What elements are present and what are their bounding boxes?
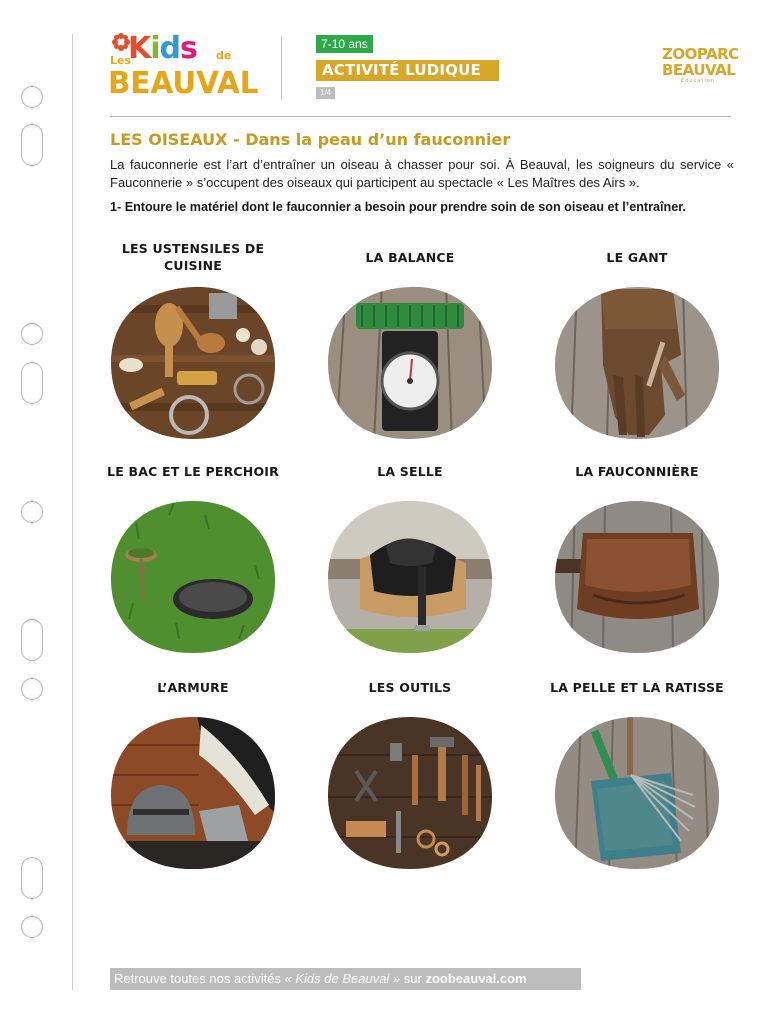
scale-photo [326,285,494,441]
item-label: LA FAUCONNIÈRE [575,464,699,479]
binder-slot [21,362,43,404]
page-title: LES OISEAUX - Dans la peau d’un fauconnier [110,130,511,149]
logo-kids: Kids [128,31,197,66]
question-1: 1- Entoure le matériel dont le fauconnier a besoin pour prendre soin de son oiseau et l’entraîner. [110,200,686,214]
footer-prefix: Retrouve toutes nos activités [114,971,285,986]
logo-beauval: BEAUVAL [108,66,259,101]
binder-hole [21,86,43,108]
zoo-logo-line1: ZOOPARC [662,45,739,63]
binder-slot [21,857,43,899]
footer-site-link[interactable]: zoobeauval.com [425,971,527,986]
intro-paragraph: La fauconnerie est l’art d’entraîner un oiseau à chasser pour soi. À Beauval, les soigneurs du service « Fauconnerie » s’occupent des oiseaux qui participent au spectacle « Les Maîtres des Airs ». [110,157,734,190]
kitchen-utensils-photo [109,285,277,441]
footer-brand: « Kids de Beauval » [284,971,401,986]
page-indicator: 1/4 [316,87,335,99]
item-label: LES OUTILS [368,680,452,695]
armor-photo [109,715,277,871]
header-rule [110,116,731,117]
binder-hole [21,323,43,345]
age-badge: 7-10 ans [316,35,373,53]
binder-slot [21,619,43,661]
saddle-photo [326,499,494,655]
item-label: LA PELLE ET LA RATISSE [550,680,724,695]
item-label: LA SELLE [377,464,443,479]
item-label: L’ARMURE [157,680,229,695]
zoo-logo-line3: Éducation [681,78,715,84]
falconry-bag-photo [553,499,721,655]
binder-hole [21,678,43,700]
activity-badge: ACTIVITÉ LUDIQUE [316,60,499,81]
item-label: LA BALANCE [365,250,455,265]
logo-les: Les [110,54,132,67]
footer-middle: sur [400,971,426,986]
binder-slot [21,124,43,166]
item-label: LE BAC ET LE PERCHOIR [107,464,279,479]
binder-margin-line [72,34,73,990]
binder-hole [21,501,43,523]
bath-and-perch-photo [109,499,277,655]
zooparc-beauval-logo [662,45,739,85]
binder-hole [21,916,43,938]
glove-photo [553,285,721,441]
tools-photo [326,715,494,871]
header-divider [281,36,282,100]
shovel-rake-photo [553,715,721,871]
item-label: LE GANT [606,250,668,265]
zoo-logo-line2: BEAUVAL [662,61,736,79]
logo-de: de [216,49,232,62]
item-label: LES USTENSILES DE CUISINE [121,241,265,273]
kids-de-beauval-logo [108,31,259,103]
footer-banner [110,968,581,990]
